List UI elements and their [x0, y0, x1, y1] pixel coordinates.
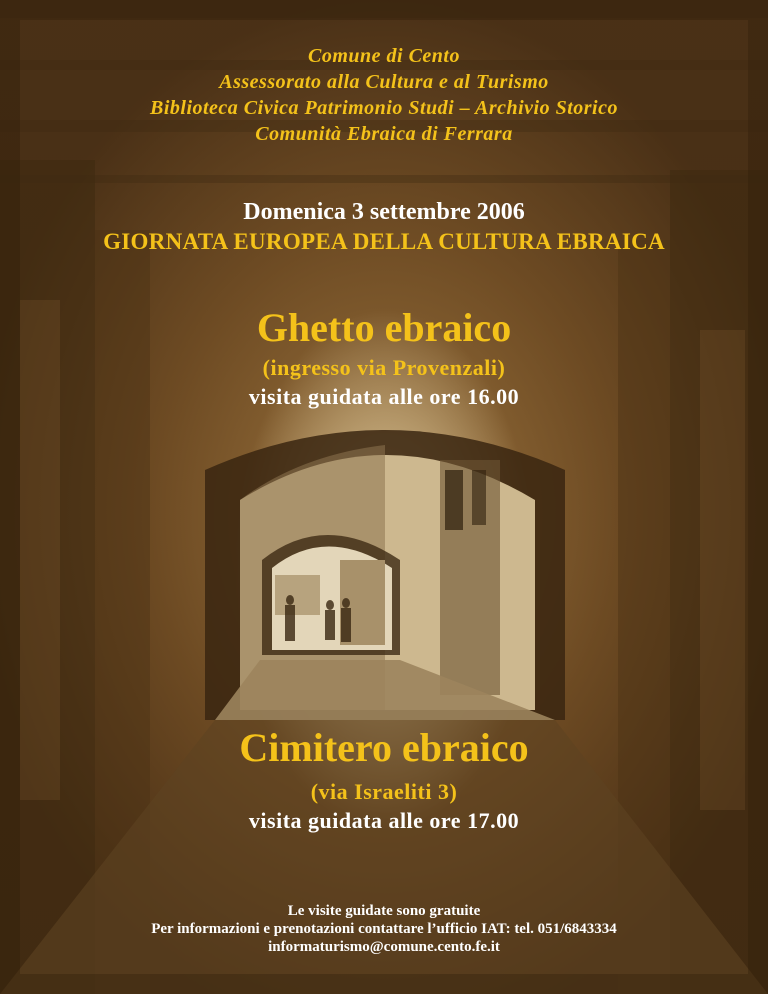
header-comune: Comune di Cento — [308, 45, 460, 67]
footer-email[interactable]: informaturismo@comune.cento.fe.it — [268, 939, 500, 955]
header-comunita: Comunità Ebraica di Ferrara — [255, 123, 513, 145]
cimitero-time: visita guidata alle ore 17.00 — [248, 808, 520, 833]
ghetto-title: Ghetto ebraico — [256, 305, 512, 350]
header-assessorato: Assessorato alla Cultura e al Turismo — [219, 71, 549, 93]
footer-free: Le visite guidate sono gratuite — [287, 903, 481, 919]
cimitero-location: (via Israeliti 3) — [310, 779, 458, 804]
event-name: GIORNATA EUROPEA DELLA CULTURA EBRAICA — [103, 229, 665, 254]
cimitero-title: Cimitero ebraico — [239, 725, 529, 770]
ghetto-location: (ingresso via Provenzali) — [262, 355, 506, 380]
header-biblioteca: Biblioteca Civica Patrimonio Studi – Archivio Storico — [149, 97, 618, 119]
event-date: Domenica 3 settembre 2006 — [243, 199, 525, 225]
ghetto-time: visita guidata alle ore 16.00 — [248, 384, 520, 409]
footer-contact: Per informazioni e prenotazioni contattare l’ufficio IAT: tel. 051/6843334 — [151, 921, 617, 937]
